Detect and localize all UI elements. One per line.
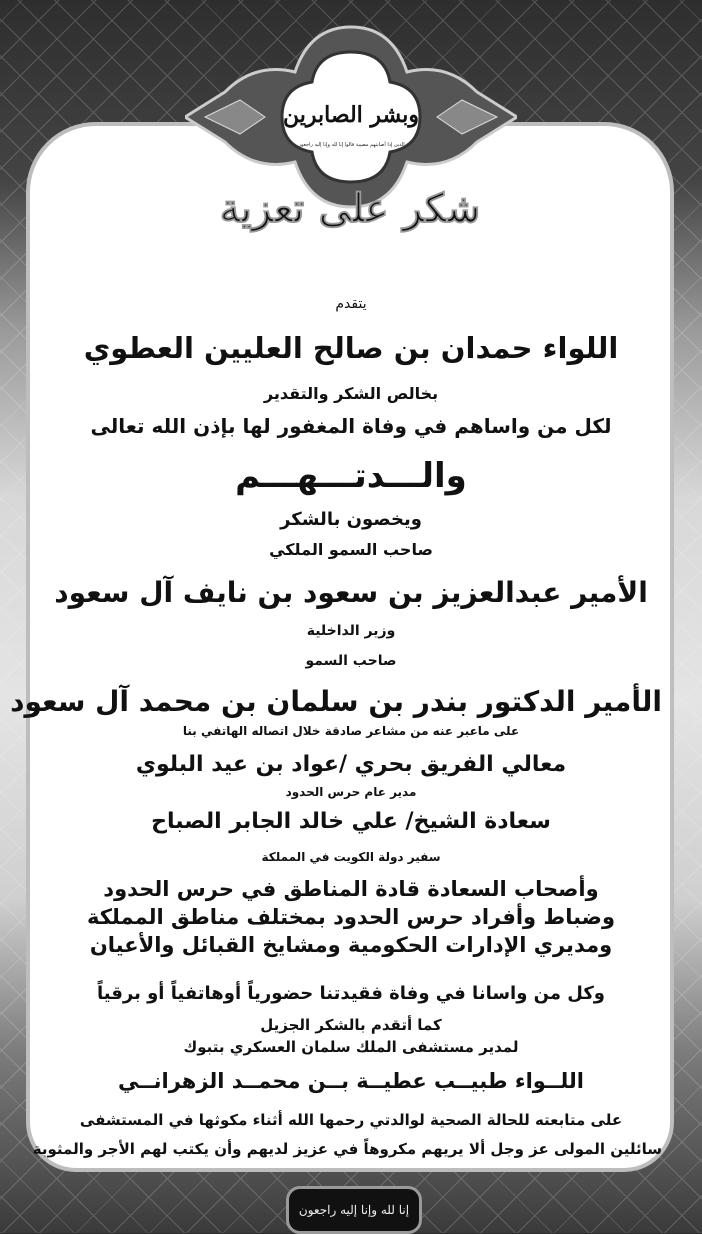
- medallion-calligraphy: وبشر الصابرين: [283, 102, 419, 128]
- title-highness: صاحب السمو: [305, 653, 397, 669]
- footer-badge: إنا لله وإنا إليه راجعون: [286, 1186, 422, 1234]
- hospital-director-text: لمدير مستشفى الملك سلمان العسكري بتبوك: [183, 1038, 519, 1056]
- border-guard-director: مدير عام حرس الحدود: [285, 785, 417, 799]
- title-royal-highness: صاحب السمو الملكي: [269, 540, 433, 559]
- major-general-doctor: اللــواء طبيــب عطيــة بــن محمــد الزهرانــي: [118, 1069, 584, 1093]
- thanks-text: بخالص الشكر والتقدير: [263, 384, 439, 403]
- directors-text: ومديري الإدارات الحكومية ومشايخ القبائل والأعيان: [89, 933, 613, 957]
- medallion-verse: الذين إذا أصابتهم مصيبة قالوا إنا لله وإنا إليه راجعون: [297, 142, 405, 148]
- follow-up-text: على متابعته للحالة الصحية لوالدتي رحمها الله أثناء مكوثها في المستشفى: [79, 1111, 623, 1129]
- prince-abdulaziz: الأمير عبدالعزيز بن سعود بن نايف آل سعود: [54, 576, 648, 609]
- deceased-text: والـــدتـــهـــم: [235, 456, 467, 496]
- special-thanks-text: ويخصون بالشكر: [280, 509, 422, 530]
- sender-name: اللواء حمدان بن صالح العليين العطوي: [83, 331, 619, 365]
- interior-minister-title: وزير الداخلية: [306, 623, 396, 639]
- phone-call-text: على ماعبر عنه من مشاعر صادقة خلال اتصاله الهاتفي بنا: [182, 724, 520, 738]
- condolers-text: لكل من واساهم في وفاة المغفور لها بإذن الله تعالى: [90, 414, 612, 438]
- all-condolers-text: وكل من واسانا في وفاة فقيدتنا حضورياً أوهاتفياً أو برقياً: [96, 983, 605, 1004]
- title-calligraphy: [200, 160, 500, 250]
- kuwait-ambassador: سفير دولة الكويت في المملكة: [261, 850, 441, 864]
- lieutenant-general: معالي الفريق بحري /عواد بن عيد البلوي: [135, 752, 567, 777]
- title-text: شكر على تعزية: [219, 185, 481, 232]
- prayer-text: سائلين المولى عز وجل ألا يريهم مكروهاً في عزيز لديهم وأن يكتب لهم الأجر والمثوبة: [32, 1140, 662, 1158]
- content-card: [10, 122, 674, 1172]
- prince-bandar: الأمير الدكتور بندر بن سلمان بن محمد آل سعود: [10, 685, 662, 718]
- also-thanks-text: كما أتقدم بالشكر الجزيل: [260, 1016, 442, 1034]
- sheikh-ali: سعادة الشيخ/ علي خالد الجابر الصباح: [151, 809, 551, 834]
- intro-text: يتقدم: [335, 296, 367, 312]
- commanders-text: وأصحاب السعادة قادة المناطق في حرس الحدود: [103, 877, 599, 901]
- officers-text: وضباط وأفراد حرس الحدود بمختلف مناطق المملكة: [86, 905, 616, 929]
